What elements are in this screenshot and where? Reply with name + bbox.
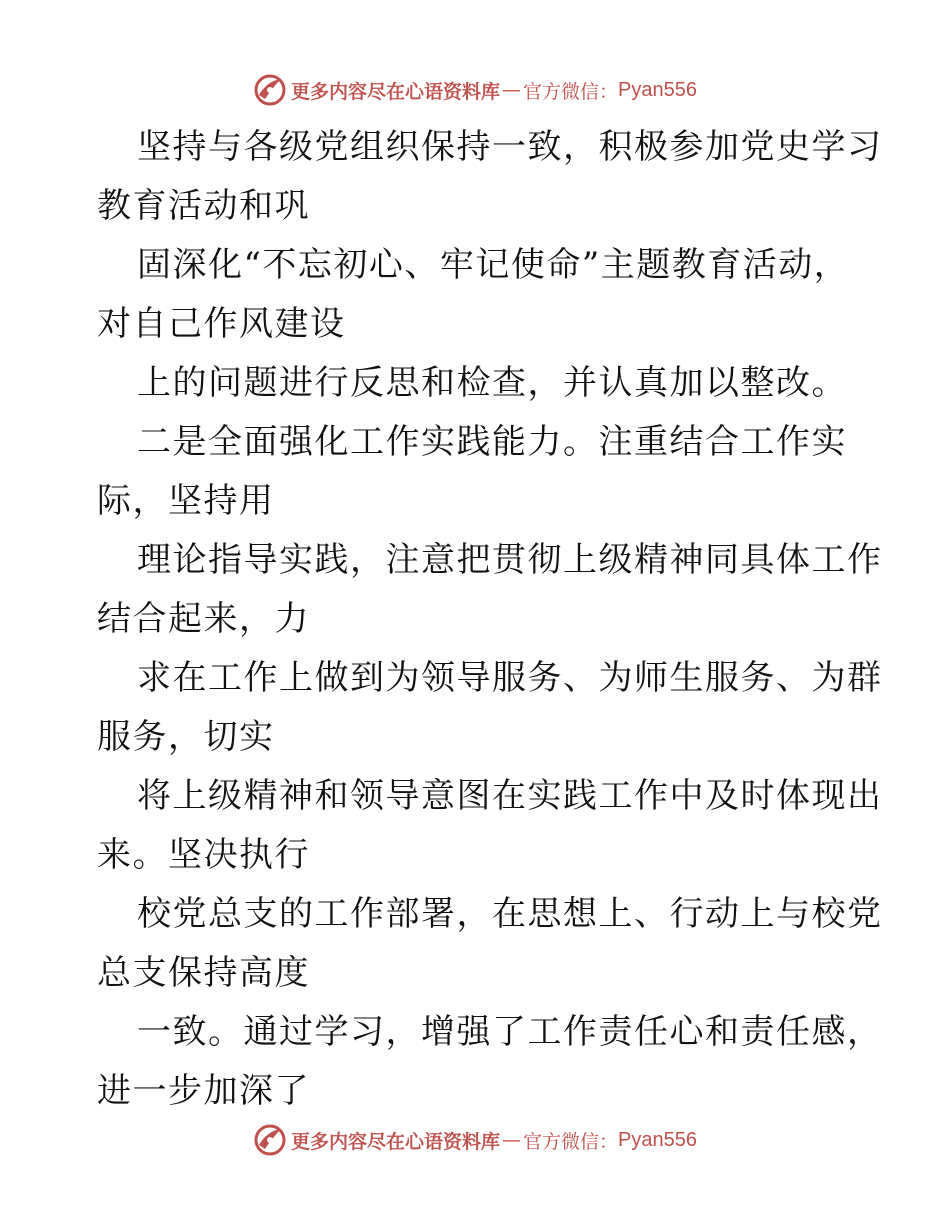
text-line: 际，坚持用 (97, 481, 275, 521)
text-line: 校党总支的工作部署，在思想上、行动上与校党 (137, 894, 883, 934)
text-line: 一致。通过学习，增强了工作责任心和责任感， (137, 1012, 883, 1052)
banner-wechat-label: 官方微信： (523, 80, 619, 103)
text-line: 理论指导实践，注意把贯彻上级精神同具体工作 (137, 540, 883, 580)
text-line: 坚持与各级党组织保持一致，积极参加党史学习 (137, 127, 883, 167)
text-line: 来。坚决执行 (97, 835, 310, 875)
banner-dash: — (502, 1129, 522, 1151)
text-line: 求在工作上做到为领导服务、为师生服务、为群 (137, 658, 883, 698)
text-line: 结合起来，力 (97, 599, 310, 639)
text-line: 固深化“不忘初心、牢记使命”主题教育活动， (137, 245, 850, 285)
banner-wechat-id: Pyan556 (618, 78, 697, 101)
text-line: 对自己作风建设 (97, 304, 346, 344)
text-line: 教育活动和巩 (97, 186, 310, 226)
text-line: 上的问题进行反思和检查，并认真加以整改。 (137, 363, 847, 403)
banner-wechat-label: 官方微信： (523, 1130, 619, 1153)
pen-logo-icon (253, 1123, 287, 1157)
document-body (97, 118, 883, 1121)
banner-dash: — (502, 79, 522, 101)
text-line: 二是全面强化工作实践能力。注重结合工作实 (137, 422, 847, 462)
text-line: 进一步加深了 (97, 1071, 310, 1111)
text-line: 将上级精神和领导意图在实践工作中及时体现出 (137, 776, 883, 816)
banner-lead-text: 更多内容尽在心语资料库 (291, 80, 501, 103)
pen-logo-icon (253, 73, 287, 107)
footer-banner (0, 1120, 950, 1160)
banner-wechat-id: Pyan556 (618, 1128, 697, 1151)
text-line: 服务，切实 (97, 717, 275, 757)
header-banner (0, 70, 950, 110)
banner-lead-text: 更多内容尽在心语资料库 (291, 1130, 501, 1153)
text-line: 总支保持高度 (97, 953, 310, 993)
